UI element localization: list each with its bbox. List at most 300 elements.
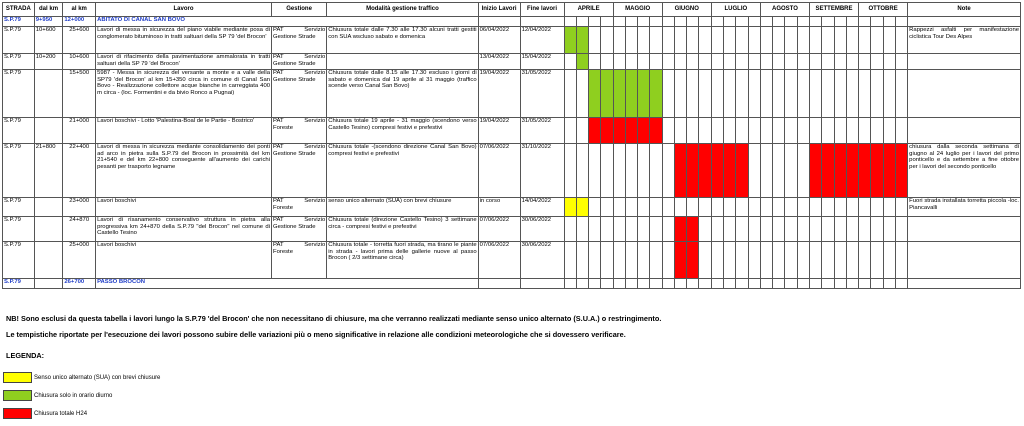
- cell-inizio: 19/04/2022: [478, 118, 520, 144]
- gantt-cell: [638, 279, 650, 289]
- gantt-cell: [797, 118, 809, 144]
- table-row: [3, 70, 1021, 118]
- gantt-cell: [589, 144, 601, 198]
- cell-inizio: in corso: [478, 198, 520, 217]
- gantt-cell: [846, 279, 858, 289]
- gantt-cell: [613, 54, 625, 70]
- gantt-cell-red: [699, 144, 711, 198]
- gantt-cell: [871, 70, 883, 118]
- cell-inizio: 06/04/2022: [478, 27, 520, 54]
- gantt-cell: [822, 118, 834, 144]
- cell-gestione: PAT Servizio Foreste: [272, 118, 327, 144]
- gantt-cell: [834, 27, 846, 54]
- gantt-cell: [748, 54, 760, 70]
- gantt-cell: [773, 70, 785, 118]
- gantt-cell: [773, 279, 785, 289]
- gantt-cell: [687, 279, 699, 289]
- gantt-cell: [613, 27, 625, 54]
- gantt-cell: [895, 242, 907, 279]
- gantt-cell: [576, 70, 588, 118]
- table-row: [3, 27, 1021, 54]
- gantt-cell: [564, 144, 576, 198]
- cell-lavoro: Lavori di rifacimento della pavimentazione ammalorata in tratti saltuari della SP 79 'del Brocon': [96, 54, 272, 70]
- cell-lavoro: 5987 - Messa in sicurezza del versante a monte e a valle della SP79 'del Brocon' al km 15+350 circa in comune di Canal San Bovo - Realizzazione collettore acque bianche in carreggiata 400 m circa - (loc. Formentini e da bivio Ronco a Pugnai): [96, 70, 272, 118]
- cell-modalita: Chiusura totale (direzione Castello Tesino) 3 settimane circa - compresi festivi e prefestivi: [327, 217, 478, 242]
- legend-item-h24: [3, 408, 160, 419]
- section-end-row: [3, 279, 1021, 289]
- gantt-cell-red: [895, 144, 907, 198]
- cell-inizio: 07/06/2022: [478, 217, 520, 242]
- gantt-cell-red: [589, 118, 601, 144]
- gantt-cell: [895, 198, 907, 217]
- gantt-cell: [564, 70, 576, 118]
- gantt-cell: [797, 27, 809, 54]
- gantt-cell: [576, 242, 588, 279]
- gantt-cell: [797, 242, 809, 279]
- gantt-cell: [846, 27, 858, 54]
- footnote-exclusions: NB! Sono esclusi da questa tabella i lavori lungo la S.P.79 'del Brocon' che non necessitano di chiusure, ma che verranno realizzati mediante senso unico alternato (S.U.A.) o restringimento.: [6, 314, 662, 323]
- gantt-cell: [699, 198, 711, 217]
- cell-fine: 14/04/2022: [520, 198, 564, 217]
- cell-dal-km: [34, 242, 63, 279]
- cell-modalita: Chiusura totale - torretta fuori strada, ma tirano le piante in strada - lavori prima delle gallerie nuove al passo Brocon ( 2/3 settimane circa): [327, 242, 478, 279]
- gantt-cell: [834, 118, 846, 144]
- gantt-cell-green: [638, 70, 650, 118]
- gantt-cell: [760, 54, 772, 70]
- gantt-cell-red: [601, 118, 613, 144]
- gantt-cell: [871, 217, 883, 242]
- cell-empty: [520, 279, 564, 289]
- gantt-cell: [895, 70, 907, 118]
- cell-gestione: PAT Servizio Gestione Strade: [272, 54, 327, 70]
- gantt-cell: [736, 118, 748, 144]
- section-start-row: [3, 17, 1021, 27]
- gantt-cell: [785, 118, 797, 144]
- gantt-cell: [589, 27, 601, 54]
- gantt-cell: [625, 198, 637, 217]
- gantt-cell: [809, 242, 821, 279]
- gantt-cell: [785, 279, 797, 289]
- gantt-cell: [687, 198, 699, 217]
- cell-al-km: 10+600: [63, 54, 96, 70]
- header-inizio: Inizio Lavori: [478, 3, 520, 17]
- legend-item-daytime: [3, 390, 160, 401]
- gantt-cell: [785, 27, 797, 54]
- cell-strada: S.P.79: [3, 242, 35, 279]
- gantt-cell: [711, 217, 723, 242]
- section-end-strada: S.P.79: [3, 279, 35, 289]
- cell-strada: S.P.79: [3, 198, 35, 217]
- cell-inizio: 19/04/2022: [478, 70, 520, 118]
- gantt-cell: [859, 242, 871, 279]
- legend-label-sua: Senso unico alternato (SUA) con brevi chiusure: [34, 374, 161, 381]
- cell-dal-km: 10+600: [34, 27, 63, 54]
- gantt-cell: [760, 217, 772, 242]
- gantt-cell-red: [674, 144, 686, 198]
- header-strada: STRADA: [3, 3, 35, 17]
- gantt-cell: [613, 217, 625, 242]
- gantt-cell: [564, 242, 576, 279]
- gantt-cell: [662, 70, 674, 118]
- cell-lavoro: Lavori boschivi - Lotto 'Palestina-Boal de le Partie - Bostrico': [96, 118, 272, 144]
- cell-dal-km: [34, 118, 63, 144]
- gantt-cell: [895, 118, 907, 144]
- gantt-cell: [687, 70, 699, 118]
- cell-note: [908, 54, 1021, 70]
- gantt-cell: [748, 118, 760, 144]
- gantt-cell: [638, 144, 650, 198]
- gantt-cell: [662, 198, 674, 217]
- cell-dal-km: 10+200: [34, 54, 63, 70]
- table-row: [3, 242, 1021, 279]
- gantt-cell: [760, 198, 772, 217]
- cell-modalita: Chiusura totale 19 aprile - 31 maggio (scendono verso Castello Tesino) compresi festivi e prefestivi: [327, 118, 478, 144]
- gantt-cell: [809, 27, 821, 54]
- gantt-cell: [809, 217, 821, 242]
- gantt-cell: [650, 27, 662, 54]
- gantt-cell: [773, 198, 785, 217]
- gantt-cell: [576, 279, 588, 289]
- gantt-cell: [724, 198, 736, 217]
- gantt-cell: [674, 54, 686, 70]
- gantt-cell-red: [724, 144, 736, 198]
- gantt-cell: [638, 54, 650, 70]
- header-month-settembre: SETTEMBRE: [809, 3, 858, 17]
- gantt-cell: [859, 54, 871, 70]
- legend-swatch-red: [3, 408, 32, 419]
- gantt-cell: [871, 279, 883, 289]
- gantt-cell: [699, 27, 711, 54]
- gantt-cell: [699, 217, 711, 242]
- gantt-cell: [613, 242, 625, 279]
- gantt-cell: [601, 54, 613, 70]
- gantt-cell: [674, 118, 686, 144]
- cell-modalita: [327, 54, 478, 70]
- gantt-cell: [846, 242, 858, 279]
- cell-note: [908, 217, 1021, 242]
- gantt-cell-red: [650, 118, 662, 144]
- gantt-cell: [822, 242, 834, 279]
- section-start-title: ABITATO DI CANAL SAN BOVO: [96, 17, 479, 27]
- cell-fine: 31/10/2022: [520, 144, 564, 198]
- gantt-cell: [711, 27, 723, 54]
- cell-lavoro: Lavori di messa in sicurezza del piano viabile mediante posa di conglomerato bituminoso in tratti saltuari della SP 79 'del Brocon': [96, 27, 272, 54]
- cell-gestione: PAT Servizio Gestione Strade: [272, 217, 327, 242]
- cell-note: [908, 70, 1021, 118]
- cell-strada: S.P.79: [3, 70, 35, 118]
- cell-inizio: 07/06/2022: [478, 242, 520, 279]
- gantt-cell: [711, 242, 723, 279]
- schedule-table: [2, 2, 1021, 289]
- header-dal-km: dal km: [34, 3, 63, 17]
- gantt-cell: [834, 54, 846, 70]
- gantt-cell: [797, 279, 809, 289]
- cell-lavoro: Lavori di messa in sicurezza mediante consolidamento dei ponti ad arco in pietra sulla S.P.79 del Brocon in prossimità del km 21+540 e del km 22+800 conseguente all'aumento dei carichi pesanti per trasporto legname: [96, 144, 272, 198]
- gantt-cell: [748, 198, 760, 217]
- cell-strada: S.P.79: [3, 27, 35, 54]
- gantt-cell: [564, 118, 576, 144]
- gantt-cell: [859, 217, 871, 242]
- section-start-dal-km: 9+950: [34, 17, 63, 27]
- gantt-cell: [711, 279, 723, 289]
- gantt-cell: [601, 279, 613, 289]
- legend-label-h24: Chiusura totale H24: [34, 410, 88, 417]
- cell-gestione: PAT Servizio Gestione Strade: [272, 144, 327, 198]
- gantt-cell: [687, 54, 699, 70]
- footnote-timing: Le tempistiche riportate per l'esecuzione dei lavori possono subire delle variazioni più o meno significative in relazione alle condizioni meteorologiche che si dovessero verificare.: [6, 330, 626, 339]
- cell-empty: [478, 279, 520, 289]
- gantt-cell: [625, 54, 637, 70]
- gantt-cell: [601, 144, 613, 198]
- gantt-cell: [674, 279, 686, 289]
- gantt-cell: [650, 242, 662, 279]
- gantt-cell: [760, 27, 772, 54]
- gantt-cell: [883, 54, 895, 70]
- gantt-cell: [773, 242, 785, 279]
- gantt-cell: [724, 217, 736, 242]
- gantt-cell: [822, 70, 834, 118]
- cell-strada: S.P.79: [3, 144, 35, 198]
- gantt-cell: [760, 279, 772, 289]
- gantt-cell: [638, 242, 650, 279]
- gantt-cell-red: [687, 144, 699, 198]
- gantt-cell: [674, 198, 686, 217]
- cell-fine: 30/06/2022: [520, 242, 564, 279]
- gantt-cell: [748, 70, 760, 118]
- gantt-cell: [748, 144, 760, 198]
- gantt-cell: [650, 198, 662, 217]
- gantt-cell: [724, 70, 736, 118]
- gantt-cell: [699, 118, 711, 144]
- gantt-cell: [822, 27, 834, 54]
- gantt-cell-red: [834, 144, 846, 198]
- cell-fine: 15/04/2022: [520, 54, 564, 70]
- gantt-cell: [760, 144, 772, 198]
- gantt-cell: [601, 242, 613, 279]
- cell-al-km: 21+000: [63, 118, 96, 144]
- gantt-cell: [638, 217, 650, 242]
- gantt-cell: [883, 118, 895, 144]
- gantt-cell-red: [674, 242, 686, 279]
- section-end-dal-km: [34, 279, 63, 289]
- cell-note: [908, 242, 1021, 279]
- cell-al-km: 24+870: [63, 217, 96, 242]
- gantt-cell: [576, 118, 588, 144]
- cell-al-km: 22+400: [63, 144, 96, 198]
- gantt-cell: [613, 198, 625, 217]
- gantt-cell: [625, 279, 637, 289]
- table-row: [3, 217, 1021, 242]
- gantt-cell: [871, 118, 883, 144]
- cell-fine: 31/05/2022: [520, 118, 564, 144]
- gantt-cell: [650, 144, 662, 198]
- gantt-cell: [662, 27, 674, 54]
- gantt-cell: [736, 27, 748, 54]
- gantt-cell: [699, 279, 711, 289]
- gantt-cell: [834, 198, 846, 217]
- gantt-cell: [589, 217, 601, 242]
- gantt-cell: [625, 144, 637, 198]
- header-month-giugno: GIUGNO: [662, 3, 711, 17]
- table-row: [3, 54, 1021, 70]
- gantt-cell: [748, 242, 760, 279]
- gantt-cell: [773, 54, 785, 70]
- gantt-cell: [589, 242, 601, 279]
- cell-al-km: 15+500: [63, 70, 96, 118]
- table-row: [3, 144, 1021, 198]
- gantt-cell-yellow: [576, 198, 588, 217]
- table-row: [3, 198, 1021, 217]
- header-month-aprile: APRILE: [564, 3, 613, 17]
- gantt-cell: [662, 54, 674, 70]
- legend-swatch-yellow: [3, 372, 32, 383]
- gantt-cell: [871, 27, 883, 54]
- cell-strada: S.P.79: [3, 118, 35, 144]
- section-start-strada: S.P.79: [3, 17, 35, 27]
- gantt-cell: [809, 279, 821, 289]
- gantt-cell-green: [650, 70, 662, 118]
- gantt-cell: [822, 279, 834, 289]
- cell-fine: 31/05/2022: [520, 70, 564, 118]
- gantt-cell: [859, 27, 871, 54]
- gantt-cell: [871, 54, 883, 70]
- gantt-cell: [638, 198, 650, 217]
- cell-lavoro: Lavori di risanamento conservativo struttura in pietra alla progressiva km 24+870 della S.P.79 "del Brocon" nel comune di Castello Tesino: [96, 217, 272, 242]
- gantt-cell-green: [564, 27, 576, 54]
- gantt-cell: [662, 217, 674, 242]
- gantt-cell: [589, 198, 601, 217]
- gantt-cell: [797, 217, 809, 242]
- cell-gestione: PAT Servizio Gestione Strade: [272, 27, 327, 54]
- gantt-cell-red: [871, 144, 883, 198]
- gantt-cell: [711, 54, 723, 70]
- gantt-cell: [724, 54, 736, 70]
- legend-item-sua: [3, 372, 160, 383]
- gantt-cell: [883, 198, 895, 217]
- gantt-cell: [625, 217, 637, 242]
- gantt-cell-green: [576, 54, 588, 70]
- cell-fine: 30/06/2022: [520, 217, 564, 242]
- gantt-cell-green: [625, 70, 637, 118]
- gantt-cell: [711, 198, 723, 217]
- gantt-cell: [711, 118, 723, 144]
- gantt-cell-green: [589, 70, 601, 118]
- gantt-cell: [576, 217, 588, 242]
- gantt-cell: [834, 242, 846, 279]
- cell-dal-km: [34, 70, 63, 118]
- gantt-cell: [760, 70, 772, 118]
- gantt-cell: [883, 242, 895, 279]
- gantt-cell: [883, 70, 895, 118]
- gantt-cell: [846, 54, 858, 70]
- gantt-cell: [834, 70, 846, 118]
- gantt-cell: [601, 27, 613, 54]
- header-fine: Fine lavori: [520, 3, 564, 17]
- gantt-cell: [773, 118, 785, 144]
- header-month-maggio: MAGGIO: [613, 3, 662, 17]
- gantt-cell: [871, 242, 883, 279]
- cell-gestione: PAT Servizio Foreste: [272, 242, 327, 279]
- gantt-cell: [687, 118, 699, 144]
- gantt-cell: [822, 54, 834, 70]
- gantt-cell: [724, 118, 736, 144]
- gantt-cell: [638, 27, 650, 54]
- gantt-cell: [895, 217, 907, 242]
- cell-empty: [908, 279, 1021, 289]
- gantt-cell-red: [687, 242, 699, 279]
- gantt-cell-red: [687, 217, 699, 242]
- gantt-cell: [662, 242, 674, 279]
- gantt-cell-red: [736, 144, 748, 198]
- gantt-cell: [760, 118, 772, 144]
- gantt-cell-yellow: [564, 198, 576, 217]
- cell-al-km: 25+600: [63, 27, 96, 54]
- gantt-cell: [699, 70, 711, 118]
- gantt-cell: [785, 70, 797, 118]
- gantt-cell: [613, 279, 625, 289]
- legend-swatch-green: [3, 390, 32, 401]
- gantt-cell: [724, 242, 736, 279]
- legend-label-daytime: Chiusura solo in orario diurno: [34, 392, 113, 399]
- legend-title: LEGENDA:: [6, 351, 45, 360]
- cell-dal-km: [34, 217, 63, 242]
- cell-dal-km: 21+800: [34, 144, 63, 198]
- gantt-cell: [589, 279, 601, 289]
- legend: [3, 372, 160, 426]
- header-al-km: al km: [63, 3, 96, 17]
- gantt-cell: [601, 217, 613, 242]
- gantt-cell: [674, 70, 686, 118]
- cell-lavoro: Lavori boschivi: [96, 198, 272, 217]
- cell-al-km: 25+000: [63, 242, 96, 279]
- header-month-agosto: AGOSTO: [760, 3, 809, 17]
- header-gestione: Gestione: [272, 3, 327, 17]
- gantt-cell: [699, 242, 711, 279]
- gantt-cell: [859, 279, 871, 289]
- header-month-ottobre: OTTOBRE: [859, 3, 908, 17]
- cell-modalita: Chiusura totale dalle 8.15 alle 17.30 escluso i giorni di sabato e domenica dal 19 aprile al 31 maggio (traffico scende verso Canal San Bovo): [327, 70, 478, 118]
- header-modalita: Modalità gestione traffico: [327, 3, 478, 17]
- gantt-cell: [859, 198, 871, 217]
- gantt-cell: [564, 54, 576, 70]
- gantt-cell: [883, 27, 895, 54]
- gantt-cell: [736, 198, 748, 217]
- gantt-cell: [846, 118, 858, 144]
- cell-modalita: Chiusura totale dalle 7.30 alle 17.30 alcuni tratti gestiti con SUA wscluso sabato e domenica: [327, 27, 478, 54]
- gantt-cell: [699, 54, 711, 70]
- gantt-cell: [809, 70, 821, 118]
- gantt-cell: [785, 242, 797, 279]
- gantt-cell: [589, 54, 601, 70]
- header-lavoro: Lavoro: [96, 3, 272, 17]
- gantt-cell-red: [822, 144, 834, 198]
- cell-lavoro: Lavori boschivi: [96, 242, 272, 279]
- gantt-cell: [662, 279, 674, 289]
- gantt-cell: [748, 279, 760, 289]
- cell-modalita: Chiusura totale -(scendono direzione Canal San Bovo) compresi festivi e prefestivi: [327, 144, 478, 198]
- gantt-cell: [748, 27, 760, 54]
- gantt-cell: [883, 217, 895, 242]
- gantt-cell: [895, 54, 907, 70]
- cell-note: [908, 118, 1021, 144]
- cell-inizio: 13/04/2022: [478, 54, 520, 70]
- gantt-cell-red: [638, 118, 650, 144]
- gantt-cell: [711, 70, 723, 118]
- gantt-cell: [674, 27, 686, 54]
- gantt-cell-red: [711, 144, 723, 198]
- cell-note: Rappezzi asfalti per manifestazione ciclistica Tour Des Alpes: [908, 27, 1021, 54]
- gantt-cell: [724, 279, 736, 289]
